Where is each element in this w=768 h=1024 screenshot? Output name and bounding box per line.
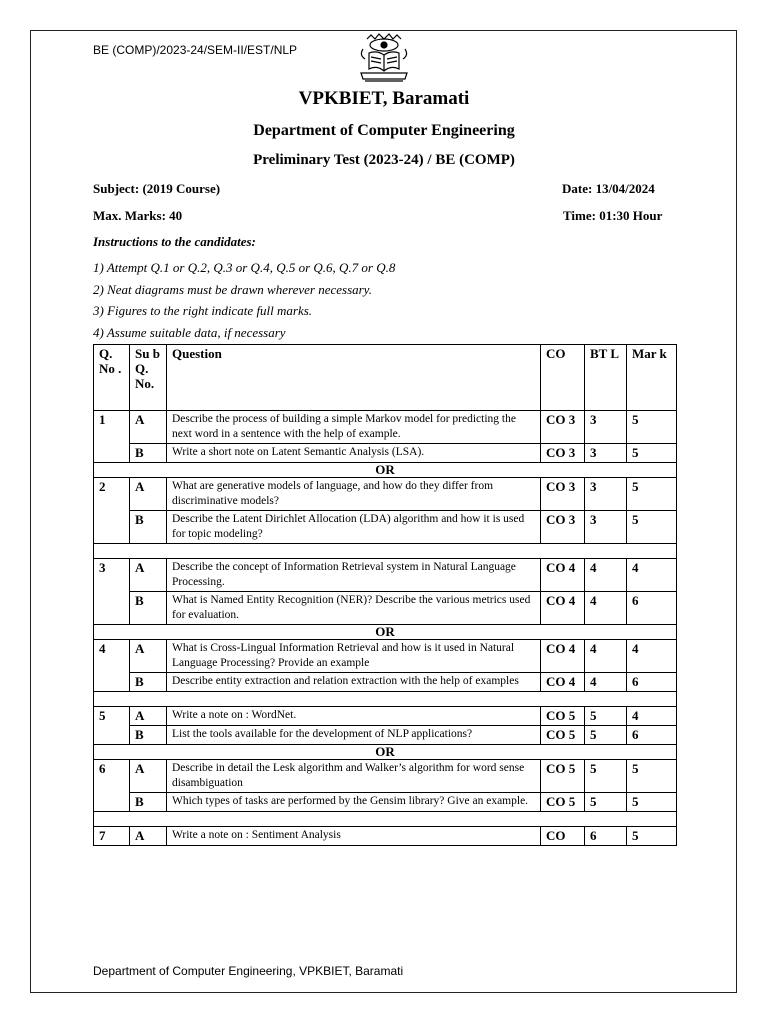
btl-level: 3	[585, 511, 627, 544]
marks: 5	[627, 478, 677, 511]
marks: 5	[627, 827, 677, 846]
course-outcome: CO 3	[541, 478, 585, 511]
sub-question: B	[130, 511, 167, 544]
course-outcome: CO 4	[541, 592, 585, 625]
instructions-title: Instructions to the candidates:	[93, 234, 256, 249]
question-text: Which types of tasks are performed by the Gensim library? Give an example.	[167, 793, 541, 812]
header-btl: BT L	[585, 345, 627, 411]
course-outcome: CO 3	[541, 444, 585, 463]
table-row	[94, 760, 677, 793]
spacer-row	[94, 812, 677, 827]
header-sub-qno: Su b Q. No.	[130, 345, 167, 411]
table-row	[94, 411, 677, 444]
table-header-row	[94, 345, 677, 411]
question-text: Write a note on : Sentiment Analysis	[167, 827, 541, 846]
spacer-cell	[94, 544, 677, 559]
time-label: Time: 01:30 Hour	[563, 208, 663, 223]
table-row	[94, 478, 677, 511]
btl-level: 5	[585, 726, 627, 745]
btl-level: 4	[585, 640, 627, 673]
spacer-row	[94, 692, 677, 707]
question-text: Describe the concept of Information Retrieval system in Natural Language Processing.	[167, 559, 541, 592]
date-label: Date: 13/04/2024	[562, 181, 655, 196]
spacer-cell	[94, 692, 677, 707]
course-outcome: CO 5	[541, 760, 585, 793]
marks: 5	[627, 760, 677, 793]
question-text: Describe the Latent Dirichlet Allocation (LDA) algorithm and how it is used for topic modeling?	[167, 511, 541, 544]
marks: 4	[627, 707, 677, 726]
spacer-cell	[94, 812, 677, 827]
question-text: Describe entity extraction and relation extraction with the help of examples	[167, 673, 541, 692]
document-code: BE (COMP)/2023-24/SEM-II/EST/NLP	[93, 43, 298, 57]
course-outcome: CO 4	[541, 640, 585, 673]
table-row	[94, 592, 677, 625]
test-title: Preliminary Test (2023-24) / BE (COMP)	[253, 152, 515, 168]
marks: 4	[627, 640, 677, 673]
instruction-item: 3) Figures to the right indicate full marks.	[93, 303, 313, 318]
question-table	[93, 344, 677, 846]
sub-question: A	[130, 478, 167, 511]
marks: 5	[627, 411, 677, 444]
btl-level: 3	[585, 478, 627, 511]
course-outcome: CO 4	[541, 559, 585, 592]
sub-question: B	[130, 726, 167, 745]
sub-question: A	[130, 707, 167, 726]
marks: 6	[627, 592, 677, 625]
sub-question: B	[130, 592, 167, 625]
or-separator: OR	[94, 463, 677, 478]
page-footer: Department of Computer Engineering, VPKBIET, Baramati	[93, 964, 404, 978]
btl-level: 6	[585, 827, 627, 846]
question-number: 3	[94, 559, 130, 625]
sub-question: B	[130, 673, 167, 692]
sub-question: A	[130, 760, 167, 793]
header-marks: Mar k	[627, 345, 677, 411]
course-outcome: CO	[541, 827, 585, 846]
question-text: Describe in detail the Lesk algorithm and Walker’s algorithm for word sense disambiguation	[167, 760, 541, 793]
table-row	[94, 707, 677, 726]
question-number: 7	[94, 827, 130, 846]
or-row	[94, 745, 677, 760]
header-co: CO	[541, 345, 585, 411]
institute-crest-logo	[355, 33, 413, 88]
instruction-item: 2) Neat diagrams must be drawn wherever necessary.	[93, 282, 372, 297]
btl-level: 5	[585, 760, 627, 793]
institute-name: VPKBIET, Baramati	[298, 88, 470, 109]
course-outcome: CO 5	[541, 707, 585, 726]
question-number: 1	[94, 411, 130, 463]
sub-question: A	[130, 640, 167, 673]
question-text: Describe the process of building a simple Markov model for predicting the next word in a sentence with the help of example.	[167, 411, 541, 444]
table-row	[94, 726, 677, 745]
marks: 6	[627, 673, 677, 692]
marks: 5	[627, 444, 677, 463]
or-row	[94, 625, 677, 640]
sub-question: B	[130, 444, 167, 463]
or-row	[94, 463, 677, 478]
marks: 5	[627, 511, 677, 544]
or-separator: OR	[94, 745, 677, 760]
course-outcome: CO 4	[541, 673, 585, 692]
question-number: 2	[94, 478, 130, 544]
marks: 4	[627, 559, 677, 592]
question-text: What is Cross-Lingual Information Retrieval and how is it used in Natural Language Processing? Provide an example	[167, 640, 541, 673]
department-name: Department of Computer Engineering	[253, 122, 515, 139]
course-outcome: CO 3	[541, 411, 585, 444]
instruction-item: 4) Assume suitable data, if necessary	[93, 325, 286, 340]
btl-level: 3	[585, 444, 627, 463]
table-row	[94, 559, 677, 592]
btl-level: 4	[585, 673, 627, 692]
spacer-row	[94, 544, 677, 559]
table-row	[94, 827, 677, 846]
table-row	[94, 511, 677, 544]
btl-level: 4	[585, 592, 627, 625]
course-outcome: CO 3	[541, 511, 585, 544]
sub-question: A	[130, 559, 167, 592]
table-row	[94, 793, 677, 812]
sub-question: A	[130, 827, 167, 846]
subject-label: Subject: (2019 Course)	[93, 181, 221, 196]
instruction-item: 1) Attempt Q.1 or Q.2, Q.3 or Q.4, Q.5 or Q.6, Q.7 or Q.8	[93, 260, 396, 275]
btl-level: 4	[585, 559, 627, 592]
question-number: 4	[94, 640, 130, 692]
btl-level: 5	[585, 793, 627, 812]
table-row	[94, 673, 677, 692]
sub-question: A	[130, 411, 167, 444]
question-text: What are generative models of language, and how do they differ from discriminative models?	[167, 478, 541, 511]
marks: 6	[627, 726, 677, 745]
question-text: Write a note on : WordNet.	[167, 707, 541, 726]
table-row	[94, 640, 677, 673]
marks: 5	[627, 793, 677, 812]
sub-question: B	[130, 793, 167, 812]
or-separator: OR	[94, 625, 677, 640]
max-marks-label: Max. Marks: 40	[93, 208, 183, 223]
question-number: 5	[94, 707, 130, 745]
question-number: 6	[94, 760, 130, 812]
question-text: List the tools available for the development of NLP applications?	[167, 726, 541, 745]
question-text: Write a short note on Latent Semantic Analysis (LSA).	[167, 444, 541, 463]
header-question: Question	[167, 345, 541, 411]
course-outcome: CO 5	[541, 726, 585, 745]
header-qno: Q. No .	[94, 345, 130, 411]
btl-level: 3	[585, 411, 627, 444]
course-outcome: CO 5	[541, 793, 585, 812]
table-row	[94, 444, 677, 463]
question-text: What is Named Entity Recognition (NER)? Describe the various metrics used for evaluation.	[167, 592, 541, 625]
btl-level: 5	[585, 707, 627, 726]
